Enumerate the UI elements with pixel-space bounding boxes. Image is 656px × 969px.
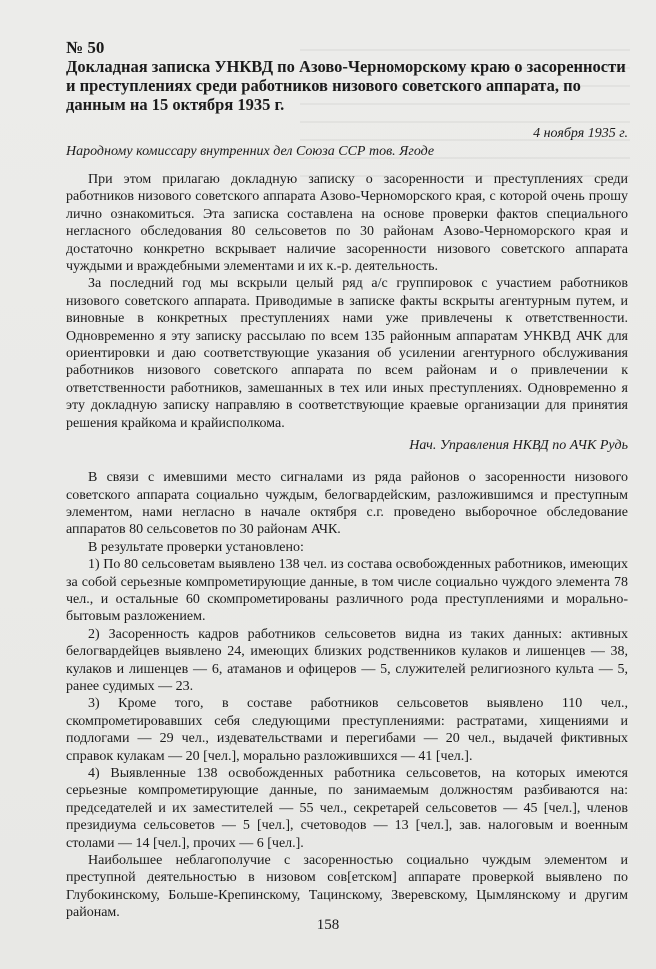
- report-list-item: 3) Кроме того, в составе работников сельсоветов выявлено 110 чел., скомпрометировавших себя следующими преступлениями: растратами, хищениями и подлогами — 29 чел., издевательствами и перегибами — 20 чел., выдачей фиктивных справок кулакам — 20 [чел.], морально разложившихся — 41 [чел.].: [66, 696, 628, 764]
- report-list-item: 4) Выявленные 138 освобожденных работника сельсоветов, на которых имеются серьезные компрометирующие данные, по занимаемым должностям разбиваются на: председателей и их заместителей — 55 чел., секретарей сельсоветов — 45 [чел.], членов президиума сельсоветов — 5 [чел.], счетоводов — 13 [чел.], зав. налоговым и военным столами — 14 [чел.], прочих — 6 [чел.].: [66, 766, 628, 851]
- letter-paragraph: При этом прилагаю докладную записку о засоренности и преступлениях среди работников низового советского аппарата Азово-Черноморского края, с которой очень прошу лично ознакомиться. Эта записка составлена на основе проверки фактов специального негласного обследования 80 сельсоветов по 30 районам Азово-Черноморского края и достаточно конкретно вскрывает наличие засоренности низового советского аппарата чуждыми и враждебными элементами и их к.-р. деятельность.: [66, 172, 628, 275]
- document-date: 4 ноября 1935 г.: [533, 126, 628, 141]
- signature: Нач. Управления НКВД по АЧК Рудь: [409, 438, 628, 454]
- addressee: Народному комиссару внутренних дел Союза ССР тов. Ягоде: [66, 144, 435, 159]
- letter-paragraph: За последний год мы вскрыли целый ряд а/с группировок с участием работников низового советского аппарата. Приводимые в записке факты вскрыты агентурным путем, и виновные в конкретных преступлениях нами уже привлечены к ответственности. Одновременно я эту записку рассылаю по всем 135 районным аппаратам УНКВД АЧК для ориентировки и даю соответствующие указания об усилении агентурного обслуживания работников низового советского аппарата по всем районам и о привлечении к ответственности работников, замешанных в тех или иных преступлениях. Одновременно я эту докладную записку направляю в соответствующие краевые организации для принятия решения крайкома и крайисполкома.: [66, 276, 628, 431]
- page-number: 158: [316, 917, 340, 933]
- report-list-item: 1) По 80 сельсоветам выявлено 138 чел. из состава освобожденных работников, имеющих за собой серьезные компрометирующие данные, в том числе социально чуждого элемента 78 чел., и остальные 60 скомпрометированы различного рода преступлениями и морально-бытовым разложением.: [66, 557, 628, 625]
- report-paragraph: В связи с имевшими место сигналами из ряда районов о засоренности низового советского аппарата социально чуждым, белогвардейским, разложившимся и преступным элементом, нами негласно в начале октября с.г. проведено выборочное обследование аппаратов 80 сельсоветов по 30 районам АЧК.: [66, 470, 628, 538]
- document-number: № 50: [66, 38, 105, 57]
- report-list-item: 2) Засоренность кадров работников сельсоветов видна из таких данных: активных белогвардейцев выявлено 24, имеющих близких родственников кулаков и лишенцев — 38, кулаков и лишенцев — 6, атаманов и офицеров — 5, служителей религиозного культа — 5, ранее судимых — 23.: [66, 626, 628, 694]
- document-title: Докладная записка УНКВД по Азово-Черноморскому краю о засоренности и преступлениях среди работников низового советского аппарата, по данным на 15 октября 1935 г.: [66, 57, 626, 114]
- report-paragraph: Наибольшее неблагополучие с засоренностью социально чуждым элементом и преступной деятельностью в низовом сов[етском] аппарате проверкой выявлено по Глубокинскому, Больше-Крепинскому, Тацинскому, Зверевскому, Цымлянскому и другим районам.: [66, 853, 628, 921]
- document-body: [66, 38, 628, 922]
- report-paragraph: В результате проверки установлено:: [88, 539, 304, 555]
